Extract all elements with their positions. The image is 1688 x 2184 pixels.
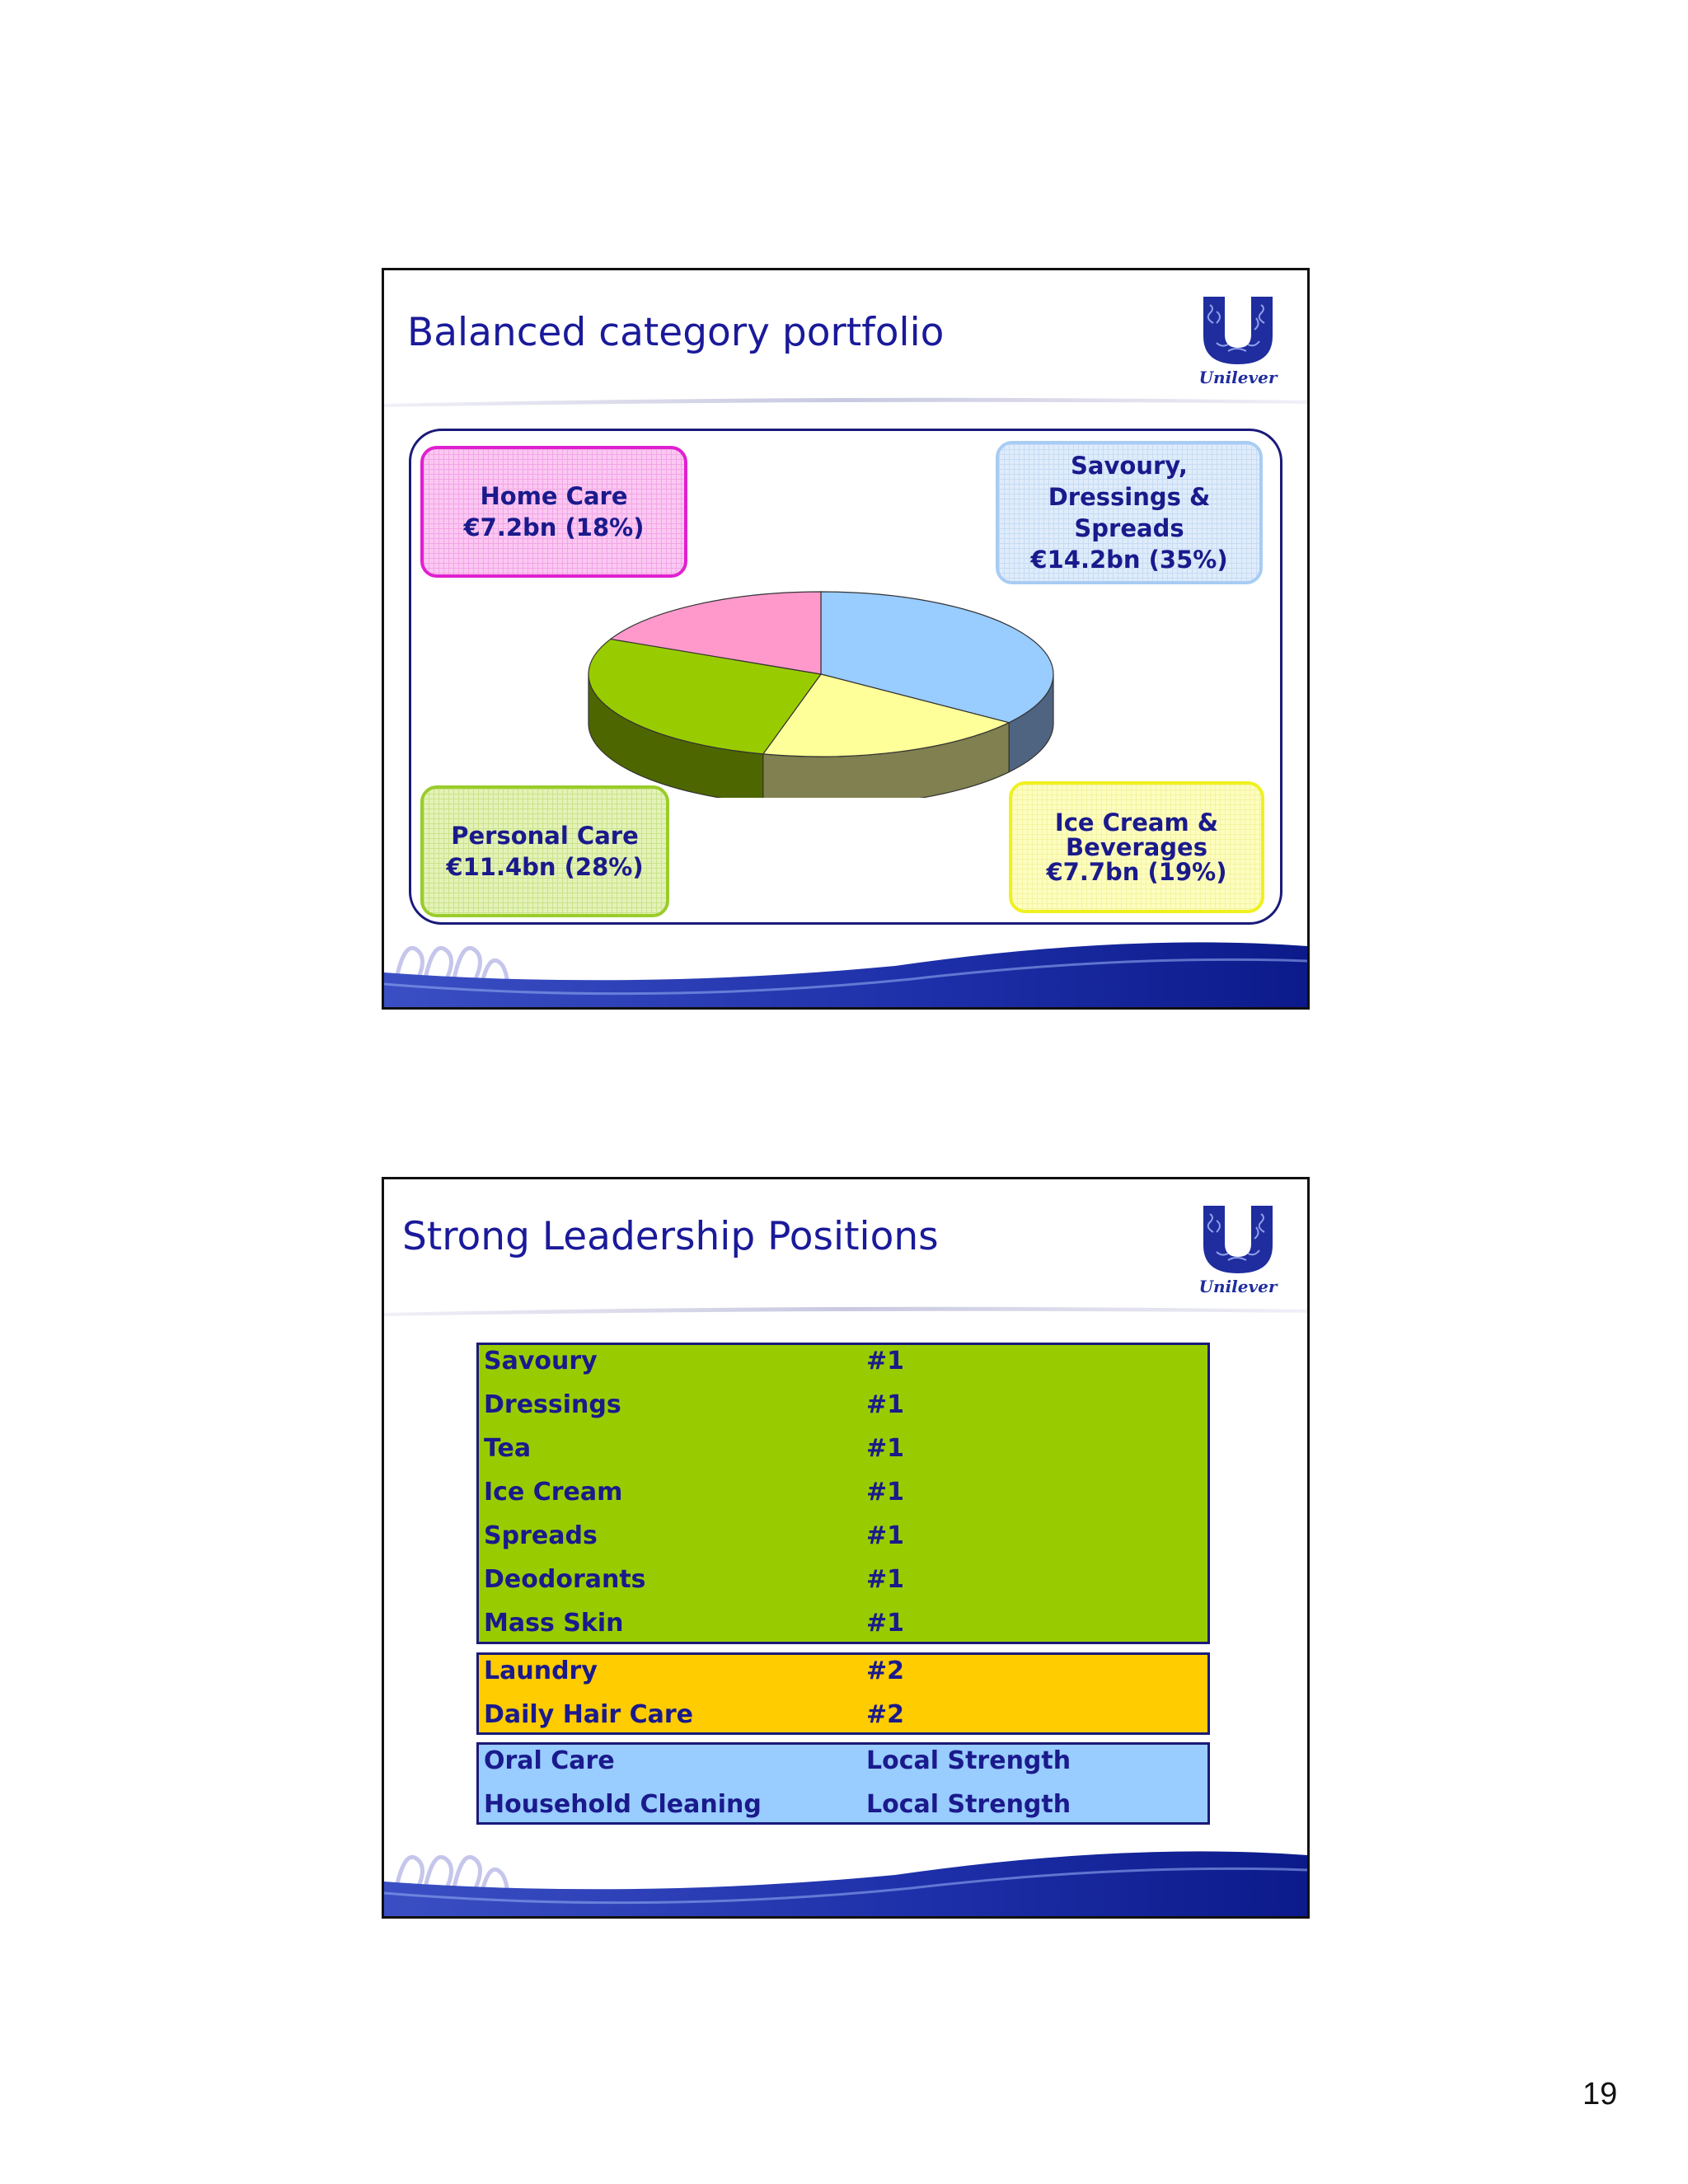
category-label: Spreads (1074, 514, 1184, 542)
slide-title: Strong Leadership Positions (402, 1214, 939, 1259)
category-label: Home Care (480, 482, 628, 510)
table-row (479, 1387, 1207, 1431)
unilever-logo (1192, 1202, 1284, 1301)
category-value: €7.2bn (18%) (463, 513, 645, 541)
category-label: Savoury, (1071, 452, 1188, 480)
position-cell: #2 (866, 1700, 905, 1729)
footer-wave (384, 908, 1307, 1007)
logo-wordmark: Unilever (1198, 368, 1278, 387)
category-cell: Daily Hair Care (484, 1700, 693, 1729)
table-row (479, 1653, 1207, 1697)
position-cell: Local Strength (866, 1790, 1071, 1819)
table-row (479, 1562, 1207, 1605)
category-label: Ice Cream & (1054, 808, 1219, 837)
title-divider (384, 392, 1307, 409)
category-label: Personal Care (451, 822, 639, 850)
savoury-dressings-spreads-box (996, 441, 1263, 584)
footer-wave (384, 1817, 1307, 1916)
slide-title: Balanced category portfolio (407, 310, 945, 355)
category-value: €14.2bn (35%) (1030, 546, 1228, 574)
category-cell: Household Cleaning (484, 1790, 762, 1819)
logo-wordmark: Unilever (1198, 1277, 1278, 1296)
position-cell: #1 (866, 1390, 905, 1419)
category-label: Beverages (1066, 833, 1207, 861)
category-cell: Spreads (484, 1521, 598, 1550)
personal-care-box (420, 785, 669, 917)
leadership-group-local-strength (476, 1742, 1210, 1825)
table-row (479, 1518, 1207, 1562)
leadership-group-number-one (476, 1343, 1210, 1644)
unilever-u-icon (1192, 293, 1284, 368)
table-row (479, 1343, 1207, 1387)
position-cell: #2 (866, 1657, 905, 1685)
table-row (479, 1474, 1207, 1518)
unilever-logo (1192, 293, 1284, 392)
title-divider (384, 1301, 1307, 1318)
slide-leadership-positions (382, 1177, 1310, 1919)
position-cell: #1 (866, 1434, 905, 1463)
category-cell: Tea (484, 1434, 532, 1463)
category-value: €11.4bn (28%) (446, 853, 644, 881)
table-row (479, 1743, 1207, 1787)
position-cell: #1 (866, 1478, 905, 1507)
category-cell: Oral Care (484, 1746, 615, 1775)
home-care-box (420, 446, 687, 578)
category-cell: Savoury (484, 1347, 598, 1376)
category-label: Dressings & (1048, 483, 1211, 511)
category-cell: Deodorants (484, 1565, 646, 1594)
category-pie-chart (582, 583, 1060, 798)
position-cell: #1 (866, 1521, 905, 1550)
category-cell: Mass Skin (484, 1609, 624, 1638)
ice-cream-beverages-box (1009, 781, 1264, 913)
table-row (479, 1605, 1207, 1649)
position-cell: #1 (866, 1347, 905, 1376)
category-cell: Dressings (484, 1390, 621, 1419)
table-row (479, 1697, 1207, 1741)
category-value: €7.7bn (19%) (1046, 858, 1227, 886)
page-number: 19 (1582, 2077, 1618, 2111)
position-cell: #1 (866, 1565, 905, 1594)
position-cell: #1 (866, 1609, 905, 1638)
category-cell: Ice Cream (484, 1478, 623, 1507)
slide-balanced-portfolio (382, 268, 1310, 1010)
position-cell: Local Strength (866, 1746, 1071, 1775)
unilever-u-icon (1192, 1202, 1284, 1277)
leadership-group-number-two (476, 1652, 1210, 1735)
table-row (479, 1431, 1207, 1474)
category-cell: Laundry (484, 1657, 598, 1685)
